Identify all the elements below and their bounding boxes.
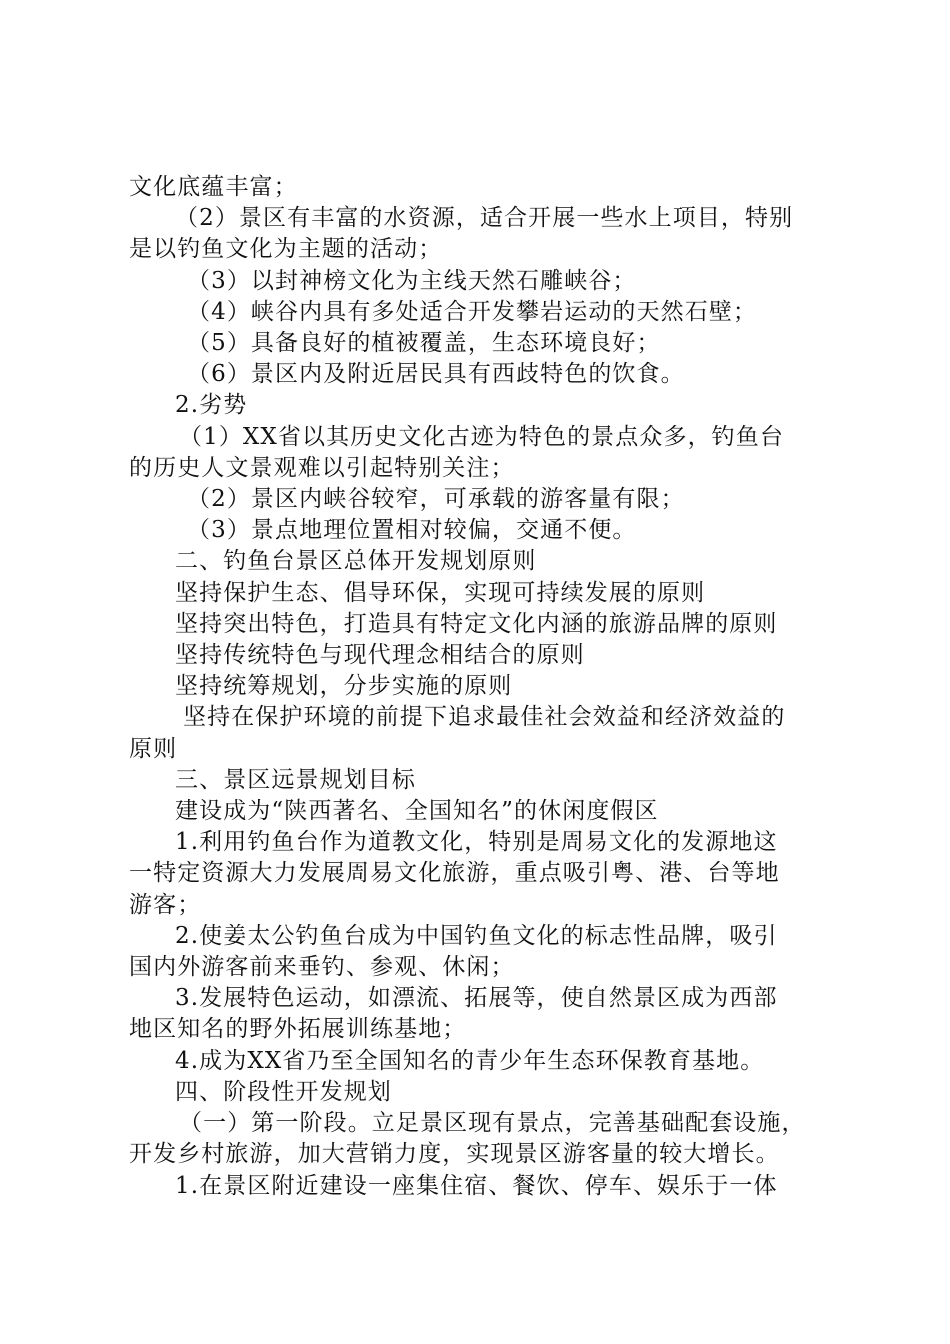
- paragraph-line: 地区知名的野外拓展训练基地；: [129, 1016, 467, 1043]
- paragraph-line: （4）峡谷内具有多处适合开发攀岩运动的天然石壁；: [187, 298, 758, 325]
- paragraph-line: 游客；: [129, 891, 202, 918]
- paragraph-line: 坚持传统特色与现代理念相结合的原则: [175, 642, 585, 669]
- paragraph-line: 坚持统筹规划，分步实施的原则: [175, 673, 513, 700]
- paragraph-line: 1.在景区附近建设一座集住宿、餐饮、停车、娱乐于一体: [175, 1172, 778, 1199]
- paragraph-line: 国内外游客前来垂钓、参观、休闲；: [129, 954, 515, 981]
- paragraph-line: （3）以封神榜文化为主线天然石雕峡谷；: [187, 267, 637, 294]
- paragraph-line: 开发乡村旅游，加大营销力度，实现景区游客量的较大增长。: [129, 1141, 780, 1168]
- paragraph-line: 4.成为XX省乃至全国知名的青少年生态环保教育基地。: [175, 1047, 765, 1074]
- paragraph-line: 1.利用钓鱼台作为道教文化，特别是周易文化的发源地这: [175, 829, 778, 856]
- paragraph-line: 一特定资源大力发展周易文化旅游，重点吸引粤、港、台等地: [129, 860, 780, 887]
- paragraph-line: 是以钓鱼文化为主题的活动；: [129, 236, 443, 263]
- paragraph-line: （2）景区有丰富的水资源，适合开展一些水上项目，特别: [175, 205, 794, 232]
- paragraph-line: （1）XX省以其历史文化古迹为特色的景点众多，钓鱼台: [179, 423, 784, 450]
- paragraph-line: （一）第一阶段。立足景区现有景点，完善基础配套设施，: [179, 1110, 806, 1137]
- paragraph-line: 坚持突出特色，打造具有特定文化内涵的旅游品牌的原则: [175, 610, 778, 637]
- paragraph-line: 3.发展特色运动，如漂流、拓展等，使自然景区成为西部: [175, 985, 778, 1012]
- paragraph-line: （6）景区内及附近居民具有西歧特色的饮食。: [187, 361, 685, 388]
- paragraph-line: 建设成为“陕西著名、全国知名”的休闲度假区: [175, 798, 659, 825]
- paragraph-line: 文化底蕴丰富；: [129, 174, 298, 200]
- paragraph-line: 原则: [129, 735, 178, 762]
- section-heading: 二、钓鱼台景区总体开发规划原则: [175, 548, 537, 575]
- paragraph-line: 坚持保护生态、倡导环保，实现可持续发展的原则: [175, 579, 706, 606]
- paragraph-line: （2）景区内峡谷较窄，可承载的游客量有限；: [187, 486, 685, 513]
- paragraph-line: （5）具备良好的植被覆盖，生态环境良好；: [187, 330, 661, 357]
- paragraph-line: 坚持在保护环境的前提下追求最佳社会效益和经济效益的: [183, 704, 786, 731]
- paragraph-line: 的历史人文景观难以引起特别关注；: [129, 454, 515, 481]
- paragraph-line: （3）景点地理位置相对较偏，交通不便。: [187, 517, 637, 544]
- section-heading: 四、阶段性开发规划: [175, 1078, 392, 1105]
- section-heading: 三、景区远景规划目标: [175, 766, 416, 793]
- document-body: [129, 172, 834, 1202]
- section-heading: 2.劣势: [175, 392, 248, 419]
- paragraph-line: 2.使姜太公钓鱼台成为中国钓鱼文化的标志性品牌，吸引: [175, 922, 778, 949]
